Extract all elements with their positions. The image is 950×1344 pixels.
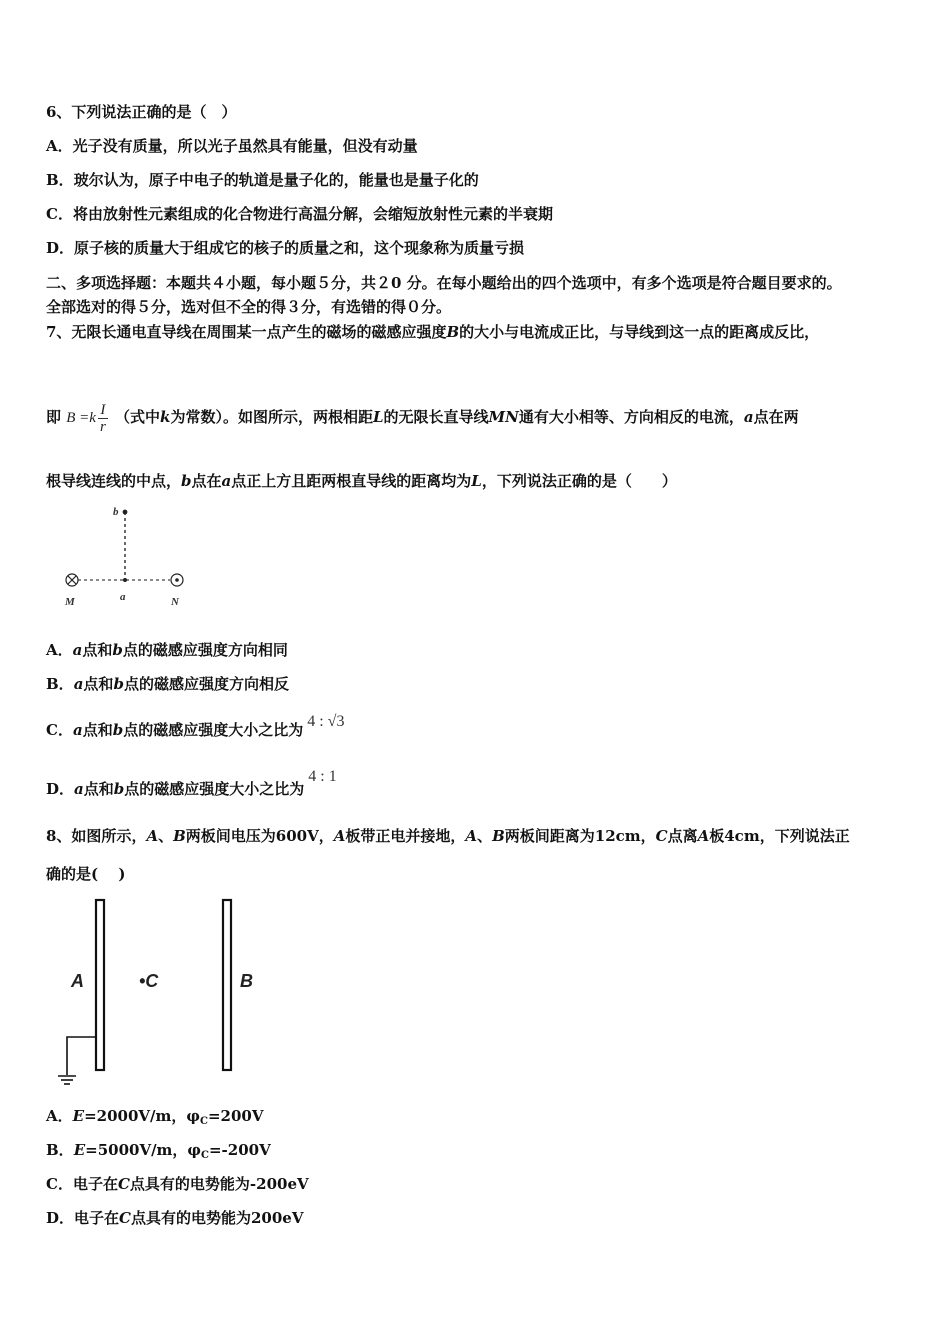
label-m: M <box>65 596 75 608</box>
q8-option-d: D．电子在C点具有的电势能为200eV <box>46 1209 304 1227</box>
q6-option-d: D．原子核的质量大于组成它的核子的质量之和，这个现象称为质量亏损 <box>46 239 525 257</box>
q6-option-a: A．光子没有质量，所以光子虽然具有能量，但没有动量 <box>46 137 418 155</box>
q8-stem-line1: 8、如图所示，A、B两板间电压为600V，A板带正电并接地，A、B两板间距离为12cm，C点离A板4cm，下列说法正 <box>46 827 850 845</box>
q7-wire-figure <box>58 502 198 612</box>
ground-icon <box>58 1037 96 1084</box>
point-a <box>123 578 127 582</box>
q7-stem-line1: 7、无限长通电直导线在周围某一点产生的磁场的磁感应强度B的大小与电流成正比，与导线到这一点的距离成反比， <box>46 323 820 341</box>
q7-option-b: B．a点和b点的磁感应强度方向相反 <box>46 675 289 693</box>
ratio-c: 4 : √3 <box>307 713 345 730</box>
point-b <box>123 510 128 515</box>
q7-option-c: C．a点和b点的磁感应强度大小之比为 4 : √3 <box>46 713 345 739</box>
section2-line1: 二、多项选择题：本题共４小题，每小题５分，共２0 分。在每小题给出的四个选项中，有多个选项是符合题目要求的。 <box>46 274 842 292</box>
q8-option-c: C．电子在C点具有的电势能为-200eV <box>46 1175 309 1193</box>
q6-option-c: C．将由放射性元素组成的化合物进行高温分解，会缩短放射性元素的半衰期 <box>46 205 553 223</box>
q8-plates-figure <box>55 895 275 1095</box>
q8-option-a: A．E=2000V/m，$\varphi_C=200V$ <box>46 1107 264 1127</box>
q6-option-b: B．玻尔认为，原子中电子的轨道是量子化的，能量也是量子化的 <box>46 171 479 189</box>
wire-m-current-in-icon <box>66 574 78 586</box>
label-plate-b: B <box>240 971 253 991</box>
q6-stem: 6、下列说法正确的是（ ） <box>46 103 237 121</box>
q7-option-d: D．a点和b点的磁感应强度大小之比为4 : 1 <box>46 768 337 798</box>
q7-option-a: A．a点和b点的磁感应强度方向相同 <box>46 641 288 659</box>
ratio-d: 4 : 1 <box>308 768 337 785</box>
label-b: b <box>113 506 119 518</box>
q7-stem-line3: 根导线连线的中点，b点在a点正上方且距两根直导线的距离均为L，下列说法正确的是（ ） <box>46 472 677 490</box>
q8-option-b: B．E=5000V/m，$\varphi_C=-200V$ <box>46 1141 271 1161</box>
plate-a <box>96 900 104 1070</box>
label-point-c: •C <box>139 971 159 991</box>
q7-stem-line2: 即 B =k $\frac{I}{r}$ （式中k为常数）。如图所示，两根相距L的无限长直导线MN通有大小相等、方向相反的电流，a点在两 <box>46 402 799 436</box>
wire-n-current-out-icon <box>171 574 183 586</box>
formula: B =k $\frac{I}{r}$ <box>66 402 106 436</box>
section2-line2: 全部选对的得５分，选对但不全的得３分，有选错的得０分。 <box>46 298 452 316</box>
label-a: a <box>120 591 126 603</box>
q8-stem-line2: 确的是( ) <box>46 865 126 883</box>
label-n: N <box>171 596 179 608</box>
plate-b <box>223 900 231 1070</box>
label-plate-a: A <box>71 971 84 991</box>
